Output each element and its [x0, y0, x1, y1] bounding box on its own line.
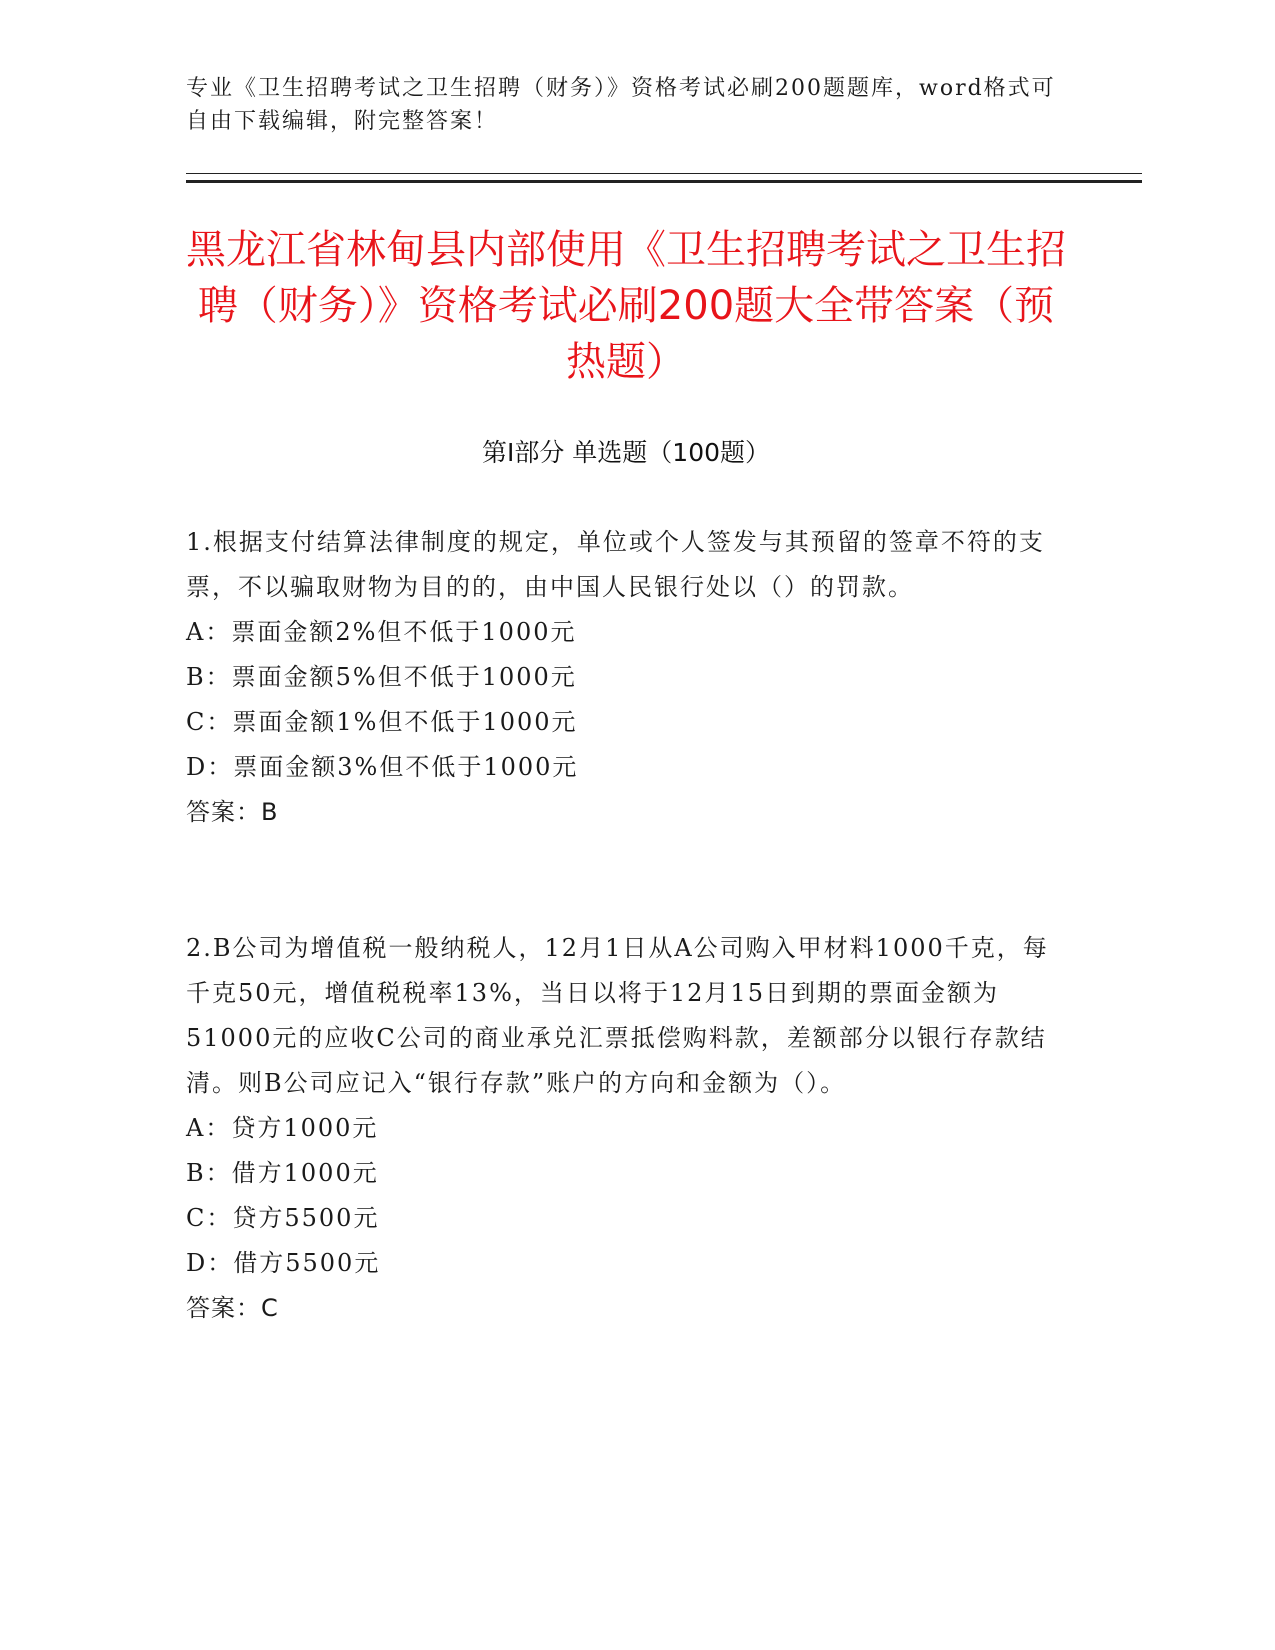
answer: 答案：B	[186, 798, 279, 826]
section-title: 第I部分 单选题（100题）	[481, 438, 771, 467]
option-d: D：票面金额3%但不低于1000元	[186, 753, 579, 781]
option-a: A：票面金额2%但不低于1000元	[186, 618, 577, 646]
question-2	[186, 926, 1066, 1331]
option-d: D：借方5500元	[186, 1249, 381, 1277]
header-divider-thin	[186, 173, 1142, 174]
option-b: B：票面金额5%但不低于1000元	[186, 663, 577, 691]
document-title: 黑龙江省林甸县内部使用《卫生招聘考试之卫生招聘（财务）》资格考试必刷200题大全带答案（预热题）	[186, 227, 1066, 385]
option-b: B：借方1000元	[186, 1159, 379, 1187]
option-c: C：贷方5500元	[186, 1204, 380, 1232]
header-note: 专业《卫生招聘考试之卫生招聘（财务）》资格考试必刷200题题库，word格式可自由下载编辑，附完整答案！	[186, 76, 1056, 134]
question-stem: 2.B公司为增值税一般纳税人，12月1日从A公司购入甲材料1000千克，每千克50元，增值税税率13%，当日以将于12月15日到期的票面金额为51000元的应收C公司的商业承兑汇票抵偿购料款，差额部分以银行存款结清。则B公司应记入“银行存款”账户的方向和金额为（）。	[186, 934, 1049, 1097]
answer: 答案：C	[186, 1294, 279, 1322]
option-a: A：贷方1000元	[186, 1114, 379, 1142]
question-1	[186, 520, 1066, 835]
question-stem: 1.根据支付结算法律制度的规定，单位或个人签发与其预留的签章不符的支票，不以骗取财物为目的的，由中国人民银行处以（）的罚款。	[186, 528, 1045, 601]
option-c: C：票面金额1%但不低于1000元	[186, 708, 578, 736]
header-divider-thick	[186, 180, 1142, 183]
